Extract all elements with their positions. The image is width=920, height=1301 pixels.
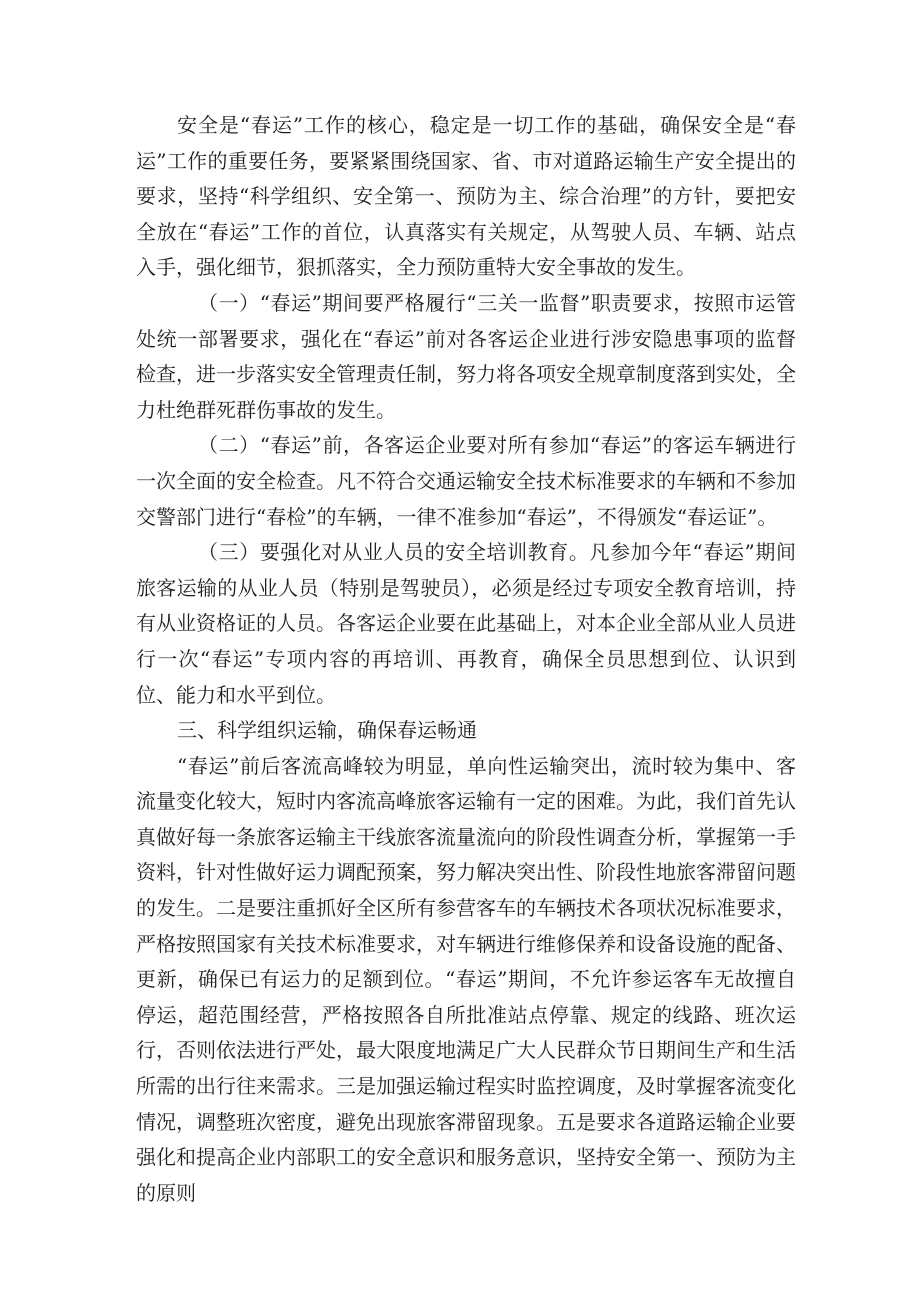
paragraph-item-two: （二）“春运”前，各客运企业要对所有参加“春运”的客运车辆进行一次全面的安全检查。凡不符合交通运输安全技术标准要求的车辆和不参加交警部门进行“春检”的车辆，一律不准参加“春运”，不得颁发“春运证”。 <box>136 433 796 529</box>
document-body <box>136 108 796 1211</box>
paragraph-item-one: （一）“春运”期间要严格履行“三关一监督”职责要求，按照市运管处统一部署要求，强化在“春运”前对各客运企业进行涉安隐患事项的监督检查，进一步落实安全管理责任制，努力将各项安全规章制度落到实处，全力杜绝群死群伤事故的发生。 <box>136 290 796 422</box>
paragraph-safety-core: 安全是“春运”工作的核心，稳定是一切工作的基础，确保安全是“春运”工作的重要任务，要紧紧围绕国家、省、市对道路运输生产安全提出的要求，坚持“科学组织、安全第一、预防为主、综合治理”的方针，要把安全放在“春运”工作的首位，认真落实有关规定，从驾驶人员、车辆、站点入手，强化细节，狠抓落实，全力预防重特大安全事故的发生。 <box>136 113 796 280</box>
section-heading-three: 三、科学组织运输，确保春运畅通 <box>177 718 477 743</box>
paragraph-transport-organization: “春运”前后客流高峰较为明显，单向性运输突出，流时较为集中、客流量变化较大，短时内客流高峰旅客运输有一定的困难。为此，我们首先认真做好每一条旅客运输主干线旅客流量流向的阶段性调查分析，掌握第一手资料，针对性做好运力调配预案，努力解决突出性、阶段性地旅客滞留问题的发生。二是要注重抓好全区所有参营客车的车辆技术各项状况标准要求，严格按照国家有关技术标准要求，对车辆进行维修保养和设备设施的配备、更新，确保已有运力的足额到位。“春运”期间，不允许参运客车无故擅自停运，超范围经营，严格按照各自所批准站点停靠、规定的线路、班次运行，否则依法进行严处，最大限度地满足广大人民群众节日期间生产和生活所需的出行往来需求。三是加强运输过程实时监控调度，及时掌握客流变化情况，调整班次密度，避免出现旅客滞留现象。五是要求各道路运输企业要强化和提高企业内部职工的安全意识和服务意识，坚持安全第一、预防为主的原则 <box>136 753 796 1205</box>
paragraph-item-three: （三）要强化对从业人员的安全培训教育。凡参加今年“春运”期间旅客运输的从业人员（特别是驾驶员），必须是经过专项安全教育培训，持有从业资格证的人员。各客运企业要在此基础上，对本企业全部从业人员进行一次“春运”专项内容的再培训、再教育，确保全员思想到位、认识到位、能力和水平到位。 <box>136 540 796 707</box>
